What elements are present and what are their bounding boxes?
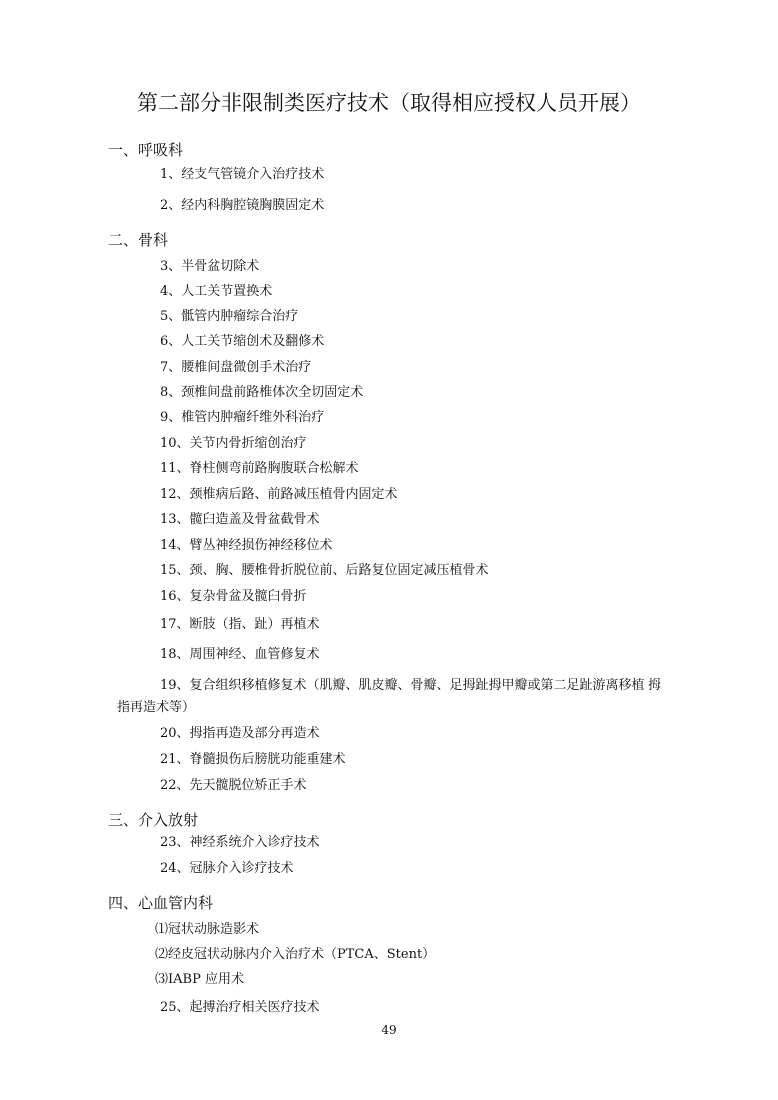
list-item: 14、臂丛神经损伤神经移位术 [160,538,333,553]
list-item: 21、脊髓损伤后膀胱功能重建术 [160,752,346,767]
list-item: 12、颈椎病后路、前路减压植骨内固定术 [160,487,398,502]
list-item: 9、椎管内肿瘤纤维外科治疗 [160,410,325,425]
list-item: 13、髋臼造盖及骨盆截骨术 [160,512,320,527]
section-heading-orthopedics: 二、骨科 [108,231,169,249]
section-heading-interventional-radiology: 三、介入放射 [108,811,199,829]
list-item: 16、复杂骨盆及髋臼骨折 [160,589,307,604]
list-item: 8、颈椎间盘前路椎体次全切固定术 [160,385,364,400]
list-item: 23、神经系统介入诊疗技术 [160,835,320,850]
list-item: 2、经内科胸腔镜胸膜固定术 [160,198,325,213]
list-item: 24、冠脉介入诊疗技术 [160,861,294,876]
page-title: 第二部分非限制类医疗技术（取得相应授权人员开展） [137,91,641,115]
list-item: 3、半骨盆切除术 [160,259,260,274]
section-heading-cardiology: 四、心血管内科 [108,894,214,912]
list-item-continuation: 拇 [648,678,662,693]
list-item: 22、先天髋脱位矫正手术 [160,778,307,793]
list-item: 17、断肢（指、趾）再植术 [160,617,320,632]
sub-list-item: ⑵经皮冠状动脉内介入治疗术（PTCA、Stent） [155,947,436,962]
list-item: 6、人工关节缩创术及翻修术 [160,334,325,349]
list-item: 19、复合组织移植修复术（肌瓣、肌皮瓣、骨瓣、足拇趾拇甲瓣或第二足趾游离移植 [160,678,645,693]
sub-list-item: ⑴冠状动脉造影术 [155,922,260,937]
list-item: 7、腰椎间盘微创手术治疗 [160,360,312,375]
section-heading-respiratory: 一、呼吸科 [108,141,184,159]
list-item: 15、颈、胸、腰椎骨折脱位前、后路复位固定减压植骨术 [160,563,489,578]
list-item: 25、起搏治疗相关医疗技术 [160,1000,320,1015]
page-number: 49 [381,1023,397,1037]
list-item: 10、关节内骨折缩创治疗 [160,436,307,451]
list-item: 5、骶管内肿瘤综合治疗 [160,309,299,324]
list-item-continuation: 指再造术等） [117,700,196,715]
list-item: 11、脊柱侧弯前路胸腹联合松解术 [160,461,359,476]
list-item: 4、人工关节置换术 [160,284,273,299]
list-item: 18、周围神经、血管修复术 [160,647,320,662]
sub-list-item: ⑶IABP 应用术 [155,972,244,987]
list-item: 1、经支气管镜介入治疗技术 [160,167,325,182]
list-item: 20、拇指再造及部分再造术 [160,726,320,741]
